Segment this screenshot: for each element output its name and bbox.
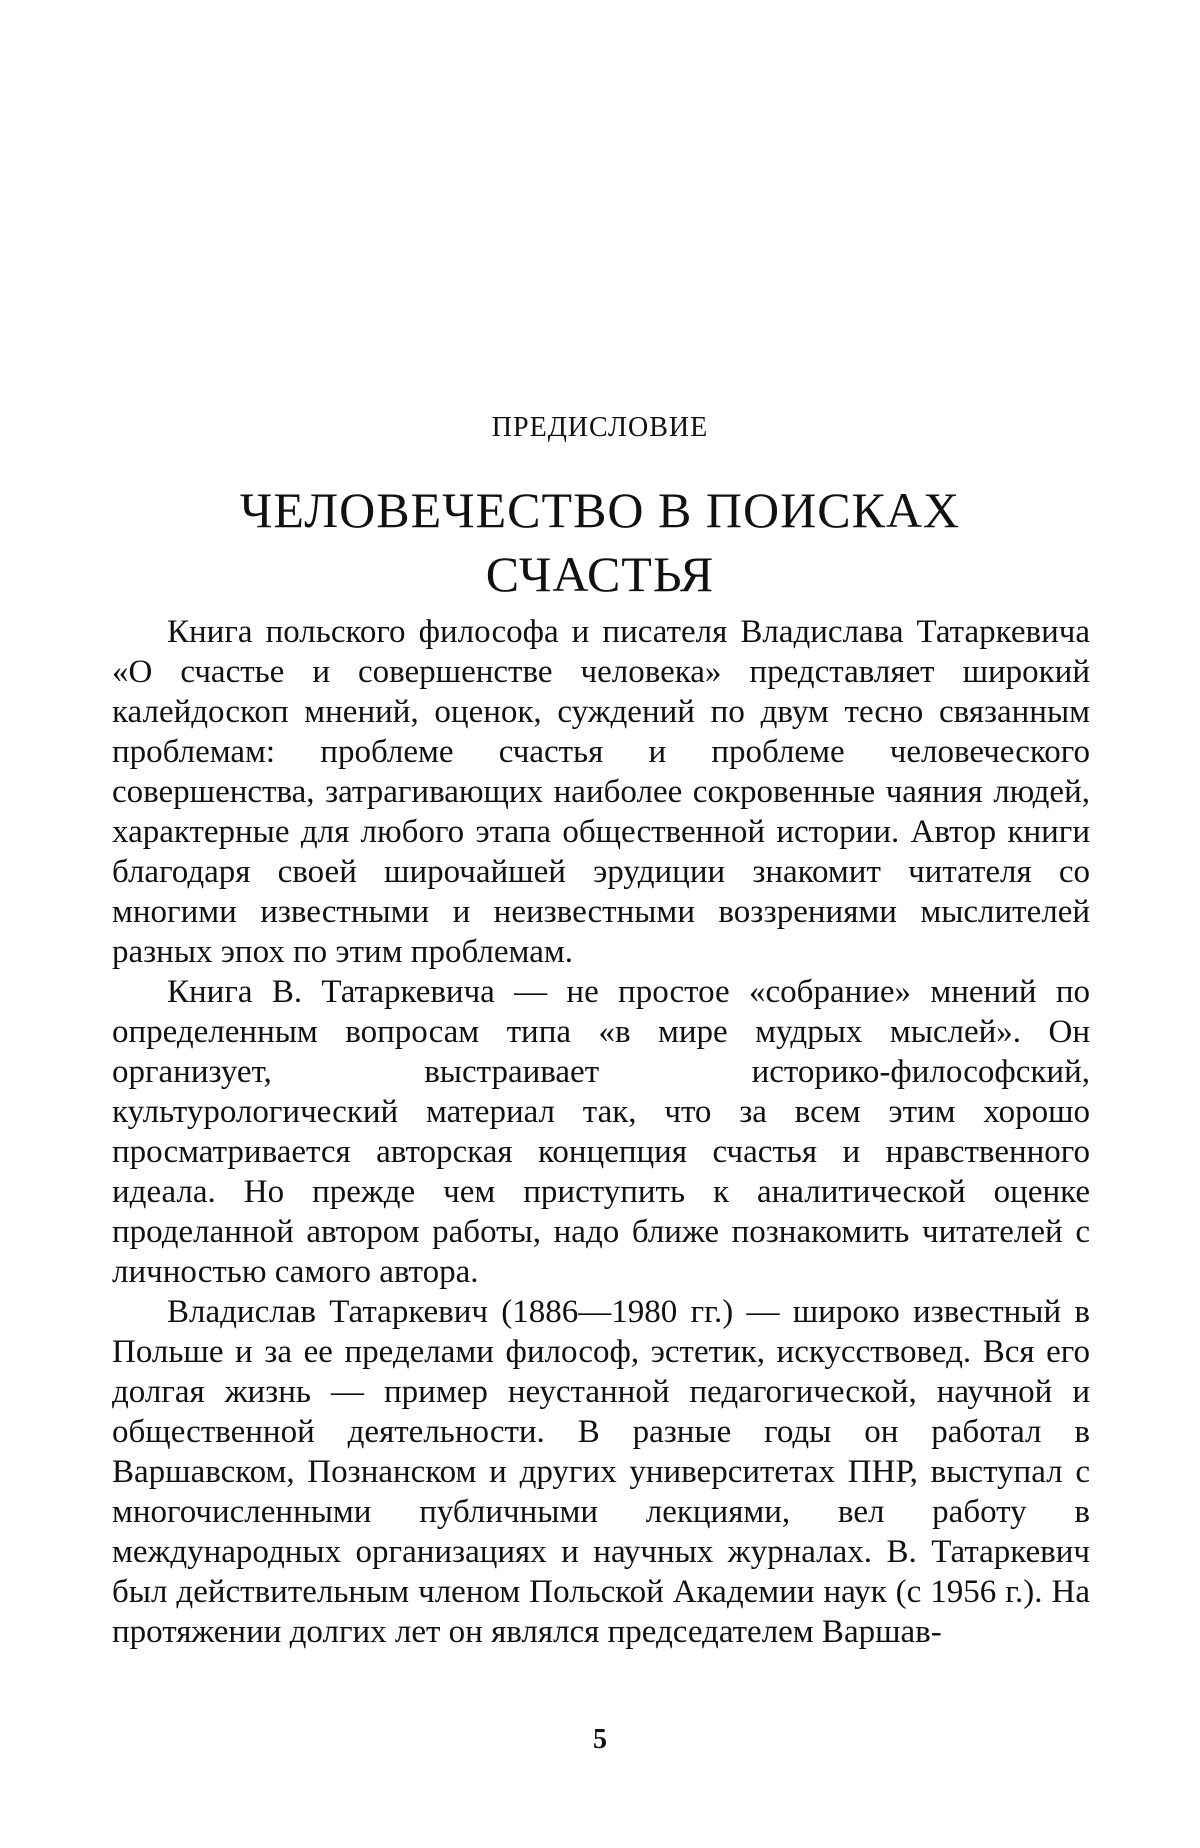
- page-number: 5: [593, 1724, 607, 1755]
- title-line-1: ЧЕЛОВЕЧЕСТВО В ПОИСКАХ: [239, 482, 961, 538]
- page-title: [0, 478, 1200, 606]
- paragraph-1: Книга польского философа и писателя Владислава Татаркевича «О счастье и совершенстве человека» представляет широкий калейдоскоп мнений, оценок, суждений по двум тесно связанным проблемам: проблеме счастья и проблеме человеческого совершенства, затрагивающих наиболее сокровенные чаяния людей, характерные для любого этапа общественной истории. Автор книги благодаря своей широчайшей эрудиции знакомит читателя со многими известными и неизвестными воззрениями мыслителей разных эпох по этим проблемам.: [112, 614, 1090, 970]
- paragraph-3: Владислав Татаркевич (1886—1980 гг.) — широко известный в Польше и за ее пределами философ, эстетик, искусствовед. Вся его долгая жизнь — пример неустанной педагогической, научной и общественной деятельности. В разные годы он работал в Варшавском, Познанском и других университетах ПНР, выступал с многочисленными публичными лекциями, вел работу в международных организациях и научных журналах. В. Татаркевич был действительным членом Польской Академии наук (с 1956 г.). На протяжении долгих лет он являлся председателем Варшав-: [112, 1294, 1090, 1650]
- title-line-2: СЧАСТЬЯ: [485, 546, 715, 602]
- body-text: [112, 612, 1090, 1652]
- paragraph-2: Книга В. Татаркевича — не простое «собрание» мнений по определенным вопросам типа «в мире мудрых мыслей». Он организует, выстраивает историко-философский, культурологический материал так, что за всем этим хорошо просматривается авторская концепция счастья и нравственного идеала. Но прежде чем приступить к аналитической оценке проделанной автором работы, надо ближе познакомить читателей с личностью самого автора.: [112, 974, 1090, 1290]
- section-label: ПРЕДИСЛОВИЕ: [491, 412, 709, 443]
